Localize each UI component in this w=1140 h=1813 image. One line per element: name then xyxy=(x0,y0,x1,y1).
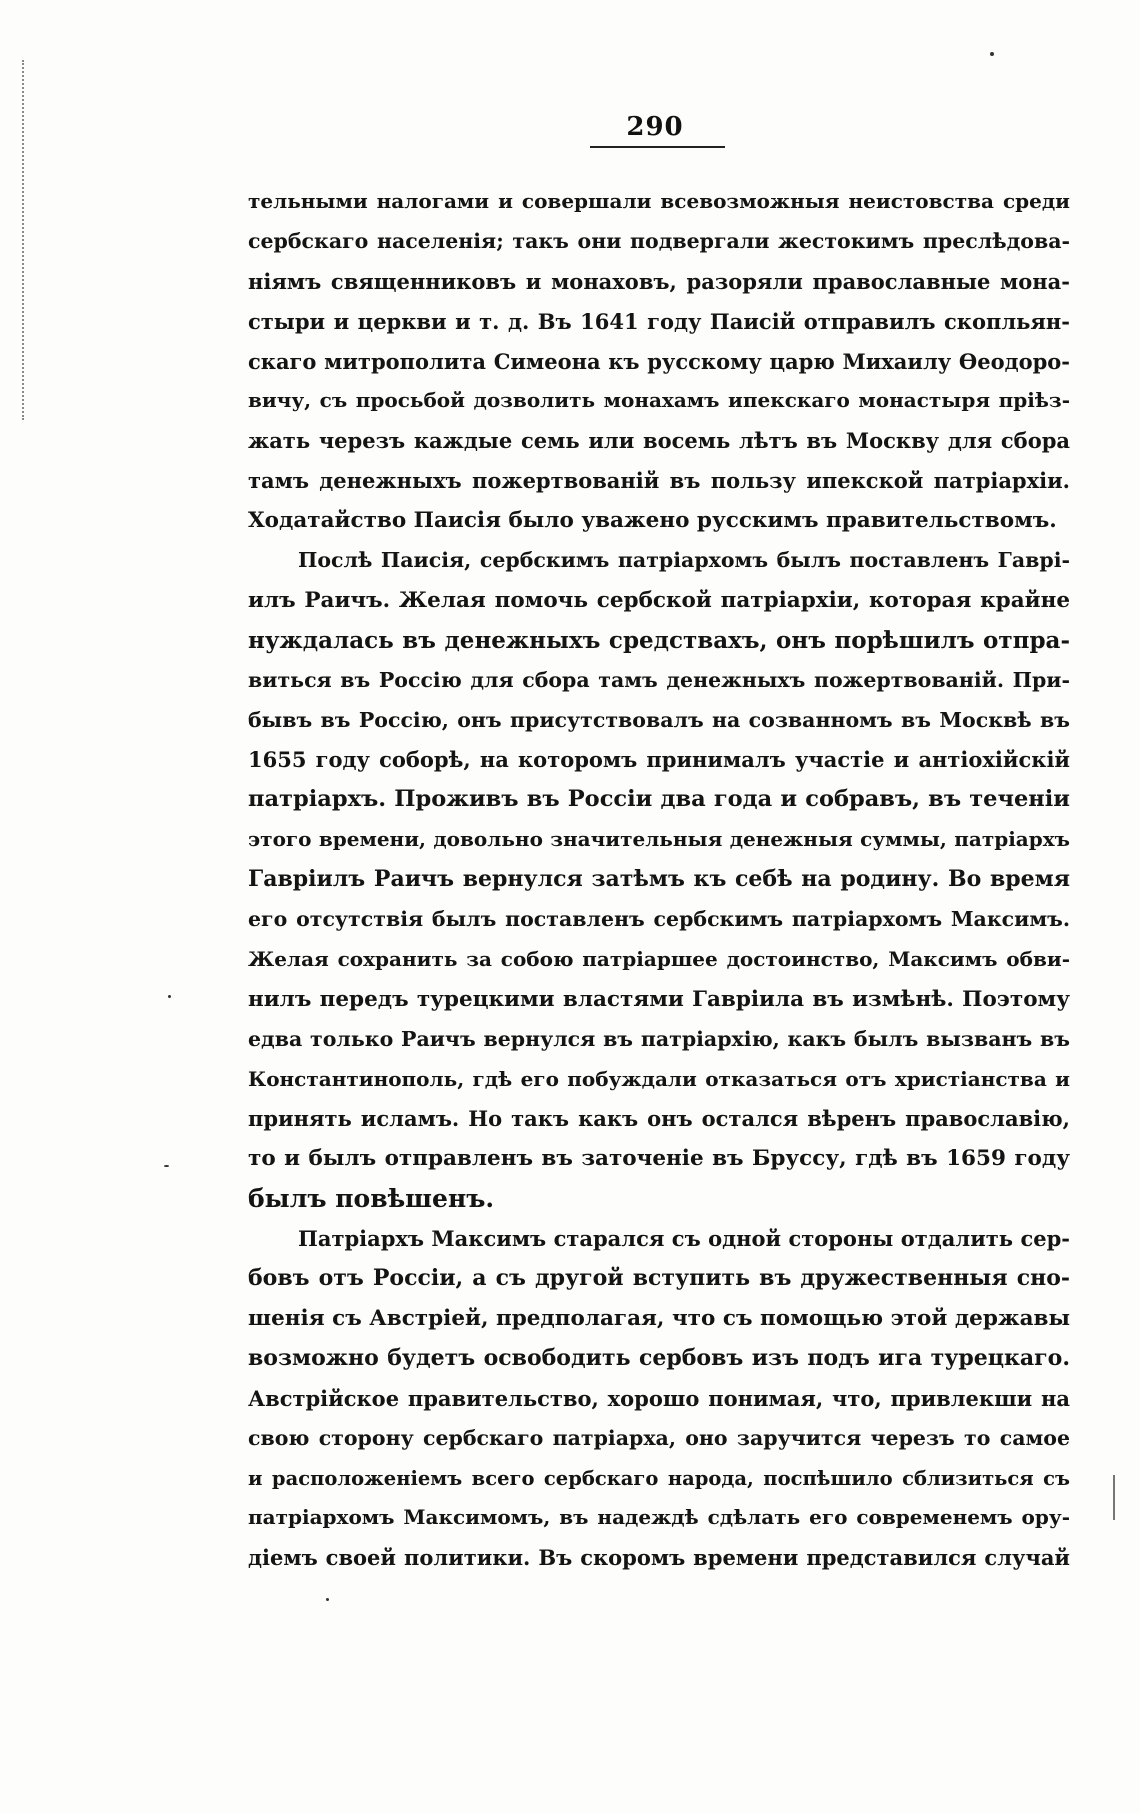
text-line: бывъ въ Россію, онъ присутствовалъ на созванномъ въ Москвѣ въ xyxy=(248,707,1070,732)
text-line: 1655 году соборѣ, на которомъ принималъ участіе и антіохійскій xyxy=(248,747,1070,773)
text-line: нуждалась въ денежныхъ средствахъ, онъ порѣшилъ отпра- xyxy=(248,626,1070,654)
scan-edge-line xyxy=(1113,1475,1115,1520)
text-line: принять исламъ. Но такъ какъ онъ остался вѣренъ православію, xyxy=(248,1106,1070,1132)
text-line: бовъ отъ Россіи, а съ другой вступить въ дружественныя сно- xyxy=(248,1265,1070,1292)
text-line: возможно будетъ освободить сербовъ изъ подъ ига турецкаго. xyxy=(248,1344,1070,1371)
scan-speck xyxy=(168,995,171,998)
text-line: скаго митрополита Симеона къ русскому царю Михаилу Ѳеодоро- xyxy=(248,348,1070,374)
text-line: былъ повѣшенъ. xyxy=(248,1184,495,1214)
margin-scan-marks xyxy=(22,60,28,420)
text-line: діемъ своей политики. Въ скоромъ времени представился случай xyxy=(248,1545,1070,1571)
text-line: тельными налогами и совершали всевозможныя неистовства среди xyxy=(248,189,1070,213)
scan-speck xyxy=(164,1165,169,1167)
text-line: этого времени, довольно значительныя денежныя суммы, патріархъ xyxy=(248,827,1070,852)
scan-speck xyxy=(326,1598,329,1601)
text-line: вичу, съ просьбой дозволить монахамъ ипекскаго монастыря пріѣз- xyxy=(248,388,1070,413)
text-line: стыри и церкви и т. д. Въ 1641 году Паисій отправилъ скопльян- xyxy=(248,308,1070,334)
scan-speck xyxy=(990,52,994,56)
text-line: Гавріилъ Раичъ вернулся затѣмъ къ себѣ на родину. Во время xyxy=(248,866,1070,893)
text-line: Желая сохранить за собою патріаршее достоинство, Максимъ обви- xyxy=(248,946,1070,971)
text-line: ніямъ священниковъ и монаховъ, разоряли православные мона- xyxy=(248,268,1070,294)
text-line: тамъ денежныхъ пожертвованій въ пользу ипекской патріархіи. xyxy=(248,468,1070,494)
page-number: 290 xyxy=(626,112,684,142)
body-text xyxy=(248,182,1070,1578)
text-line: Ходатайство Паисія было уважено русскимъ правительствомъ. xyxy=(248,508,1057,534)
text-line: нилъ передъ турецкими властями Гавріила въ измѣнѣ. Поэтому xyxy=(248,986,1070,1012)
text-line: Патріархъ Максимъ старался съ одной стороны отдалить сер- xyxy=(298,1226,1070,1252)
text-line: жать черезъ каждые семь или восемь лѣтъ въ Москву для сбора xyxy=(248,428,1070,454)
text-line: илъ Раичъ. Желая помочь сербской патріархіи, которая крайне xyxy=(248,587,1070,613)
text-line: шенія съ Австріей, предполагая, что съ помощью этой державы xyxy=(248,1305,1070,1331)
text-line: то и былъ отправленъ въ заточеніе въ Бруссу, гдѣ въ 1659 году xyxy=(248,1146,1070,1172)
text-line: патріархъ. Проживъ въ Россіи два года и собравъ, въ теченіи xyxy=(248,786,1070,813)
text-line: его отсутствія былъ поставленъ сербскимъ патріархомъ Максимъ. xyxy=(248,907,1070,932)
text-line: сербскаго населенія; такъ они подвергали жестокимъ преслѣдова- xyxy=(248,228,1070,253)
text-line: Послѣ Паисія, сербскимъ патріархомъ былъ поставленъ Гаврі- xyxy=(298,548,1070,573)
text-line: и расположеніемъ всего сербскаго народа, поспѣшило сблизиться съ xyxy=(248,1466,1070,1490)
text-line: Австрійское правительство, хорошо понимая, что, привлекши на xyxy=(248,1385,1070,1411)
text-line: патріархомъ Максимомъ, въ надеждѣ сдѣлать его современемъ ору- xyxy=(248,1505,1070,1530)
page-number-underline xyxy=(590,146,725,148)
text-line: виться въ Россію для сбора тамъ денежныхъ пожертвованій. При- xyxy=(248,667,1070,692)
text-line: свою сторону сербскаго патріарха, оно заручится черезъ то самое xyxy=(248,1425,1070,1450)
text-line: Константинополь, гдѣ его побуждали отказаться отъ христіанства и xyxy=(248,1066,1070,1091)
text-line: едва только Раичъ вернулся въ патріархію, какъ былъ вызванъ въ xyxy=(248,1026,1070,1051)
